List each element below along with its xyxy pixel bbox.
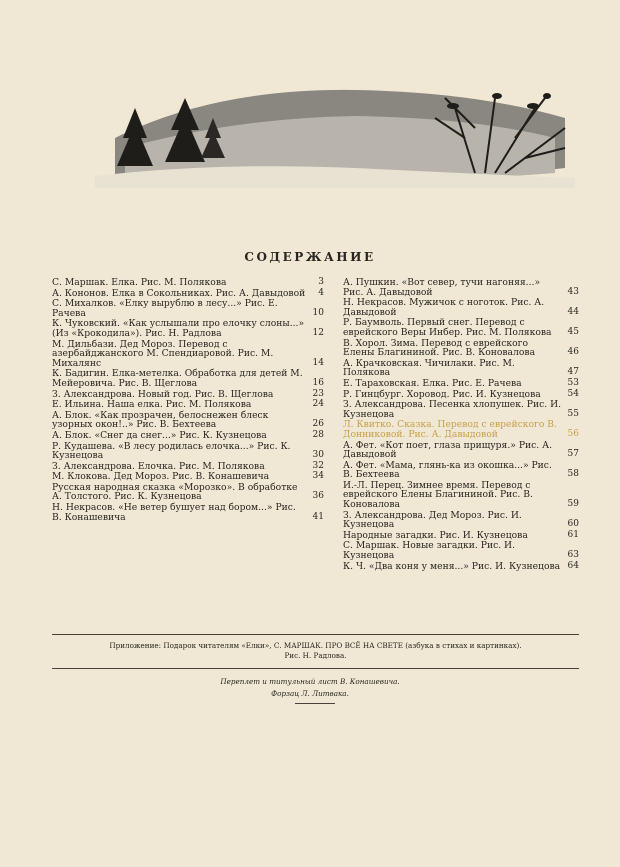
credits-line-1: Переплет и титульный лист В. Конашевича. [220, 677, 400, 686]
toc-left-column [52, 278, 324, 523]
entry-page: 61 [567, 529, 579, 540]
entry-text: З. Александрова. Дед Мороз. Рис. И. Кузнецова [343, 509, 522, 531]
toc-entry[interactable] [52, 390, 324, 400]
toc-entry[interactable] [343, 511, 579, 530]
entry-text: С. Михалков. «Елку вырублю в лесу...» Рис. Е. Рачева [52, 298, 278, 319]
toc-entry[interactable] [343, 531, 579, 541]
toc-right-column [343, 278, 579, 572]
entry-page: 41 [312, 511, 324, 522]
credits-line-2: Форзац Л. Литвака. [271, 689, 349, 698]
entry-page: 30 [312, 450, 324, 461]
entry-page: 24 [312, 399, 324, 410]
entry-text: Е. Тараховская. Елка. Рис. Е. Рачева [343, 377, 522, 389]
toc-entry[interactable] [52, 442, 324, 461]
appendix-note [52, 641, 579, 661]
entry-page: 58 [567, 469, 579, 480]
entry-page: 47 [567, 367, 579, 378]
entry-page: 36 [312, 491, 324, 502]
toc-entry[interactable] [343, 298, 579, 317]
entry-text: Р. Баумволь. Первый снег. Перевод с еврейского Веры Инбер. Рис. М. Полякова [343, 317, 552, 338]
winter-forest-illustration [95, 78, 575, 188]
toc-entry[interactable] [343, 390, 579, 400]
entry-text: В. Хорол. Зима. Перевод с еврейского Елены Благининой. Рис. В. Коновалова [343, 337, 536, 359]
toc-entry[interactable] [52, 299, 324, 318]
entry-page: 55 [567, 408, 579, 419]
entry-text: Е. Ильина. Наша елка. Рис. М. Полякова [52, 399, 252, 411]
toc-entry[interactable] [343, 359, 579, 378]
entry-text: Н. Некрасов. Мужичок с ноготок. Рис. А. Давыдовой [343, 297, 545, 318]
entry-text: К. Бадигин. Елка-метелка. Обработка для детей М. Мейеровича. Рис. В. Щеглова [52, 368, 303, 389]
toc-entry[interactable] [52, 411, 324, 430]
entry-page: 54 [567, 388, 579, 399]
toc-entry-highlighted[interactable] [343, 420, 579, 439]
toc-entry[interactable] [52, 431, 324, 441]
appendix-line-2: Рис. Н. Радлова. [284, 651, 347, 660]
entry-page: 53 [567, 377, 579, 388]
toc-entry[interactable] [52, 319, 324, 338]
toc-entry[interactable] [343, 562, 579, 572]
entry-page: 63 [567, 550, 579, 561]
toc-entry[interactable] [343, 461, 579, 480]
divider-bottom [52, 668, 579, 669]
toc-entry[interactable] [52, 462, 324, 472]
entry-text: Р. Гинцбург. Хоровод. Рис. И. Кузнецова [343, 388, 541, 400]
entry-text: С. Маршак. Новые загадки. Рис. И. Кузнецова [343, 540, 515, 562]
entry-page: 28 [312, 429, 324, 440]
entry-page: 45 [567, 326, 579, 337]
toc-entry[interactable] [52, 483, 324, 502]
entry-text: З. Александрова. Елочка. Рис. М. Полякова [52, 460, 265, 472]
entry-text: Р. Кудашева. «В лесу родилась елочка...» Рис. К. Кузнецова [52, 440, 291, 462]
closing-rule [295, 703, 335, 704]
toc-entry[interactable] [52, 503, 324, 522]
entry-text: З. Александрова. Песенка хлопушек. Рис. И. Кузнецова [343, 399, 562, 420]
toc-entry[interactable] [343, 400, 579, 419]
entry-page: 32 [312, 460, 324, 471]
toc-entry[interactable] [343, 278, 579, 297]
entry-page: 43 [567, 286, 579, 297]
entry-text: А. Кононов. Елка в Сокольниках. Рис. А. Давыдовой [52, 287, 306, 299]
toc-entry[interactable] [52, 278, 324, 288]
entry-text: М. Клокова. Дед Мороз. Рис. В. Конашевича [52, 471, 270, 483]
entry-page: 44 [567, 306, 579, 317]
entry-page: 14 [312, 357, 324, 368]
entry-page: 23 [312, 388, 324, 399]
entry-page: 10 [312, 307, 324, 318]
toc-entry[interactable] [52, 400, 324, 410]
entry-page: 59 [567, 499, 579, 510]
appendix-line-1: Приложение: Подарок читателям «Елки», С. МАРШАК. ПРО ВСЁ НА СВЕТЕ (азбука в стихах и картинках). [109, 641, 522, 650]
entry-text: А. Фет. «Кот поет, глаза прищуря.» Рис. А. Давыдовой [343, 439, 552, 461]
toc-entry[interactable] [52, 369, 324, 388]
entry-page: 16 [312, 377, 324, 388]
entry-text: Н. Некрасов. «Не ветер бушует над бором...» Рис. В. Конашевича [52, 502, 296, 523]
entry-page: 34 [312, 471, 324, 482]
entry-text: М. Дильбази. Дед Мороз. Перевод с азербайджанского М. Спендиаровой. Рис. М. Михалянс [52, 338, 274, 369]
entry-page: 56 [567, 428, 579, 439]
page-title: СОДЕРЖАНИЕ [244, 250, 376, 264]
entry-text: Народные загадки. Рис. И. Кузнецова [343, 529, 528, 541]
toc-entry[interactable] [343, 339, 579, 358]
entry-text: А. Блок. «Как прозрачен, белоснежен блеск узорных окон!..» Рис. В. Бехтеева [52, 409, 269, 431]
entry-page: 46 [567, 347, 579, 358]
credits [0, 676, 620, 700]
toc-entry[interactable] [52, 340, 324, 369]
toc-entry[interactable] [52, 289, 324, 299]
entry-page: 12 [312, 327, 324, 338]
entry-page: 64 [567, 560, 579, 571]
entry-text: З. Александрова. Новый год. Рис. В. Щеглова [52, 388, 274, 400]
toc-entry[interactable] [343, 379, 579, 389]
entry-text: А. Фет. «Мама, глянь-ка из окошка...» Рис. В. Бехтеева [343, 459, 552, 481]
toc-entry[interactable] [343, 441, 579, 460]
entry-text: А. Крачковская. Чичилаки. Рис. М. Полякова [343, 357, 515, 379]
toc-entry[interactable] [343, 318, 579, 337]
entry-page: 57 [567, 449, 579, 460]
entry-text: К. Чуковский. «Как услышали про елочку слоны...» (Из «Крокодила»). Рис. Н. Радлова [52, 318, 305, 339]
entry-page: 60 [567, 519, 579, 530]
toc-entry[interactable] [343, 541, 579, 560]
entry-text: С. Маршак. Елка. Рис. М. Полякова [52, 277, 227, 288]
divider-top [52, 634, 579, 635]
entry-text: И.-Л. Перец. Зимнее время. Перевод с еврейского Елены Благининой. Рис. В. Коновалова [343, 479, 533, 511]
entry-text: А. Блок. «Снег да снег...» Рис. К. Кузнецова [52, 429, 267, 441]
entry-page: 4 [318, 287, 324, 298]
toc-entry[interactable] [52, 472, 324, 482]
toc-entry[interactable] [343, 481, 579, 510]
entry-page: 26 [312, 419, 324, 430]
entry-page: 3 [318, 277, 324, 287]
entry-text: А. Пушкин. «Вот север, тучи нагоняя...» Рис. А. Давыдовой [343, 277, 541, 298]
entry-text: К. Ч. «Два коня у меня...» Рис. И. Кузнецова [343, 560, 561, 572]
entry-text: Л. Квитко. Сказка. Перевод с еврейского В. Донниковой. Рис. А. Давыдовой [343, 419, 557, 440]
entry-text: Русская народная сказка «Морозко». В обработке А. Толстого. Рис. К. Кузнецова [52, 481, 298, 503]
